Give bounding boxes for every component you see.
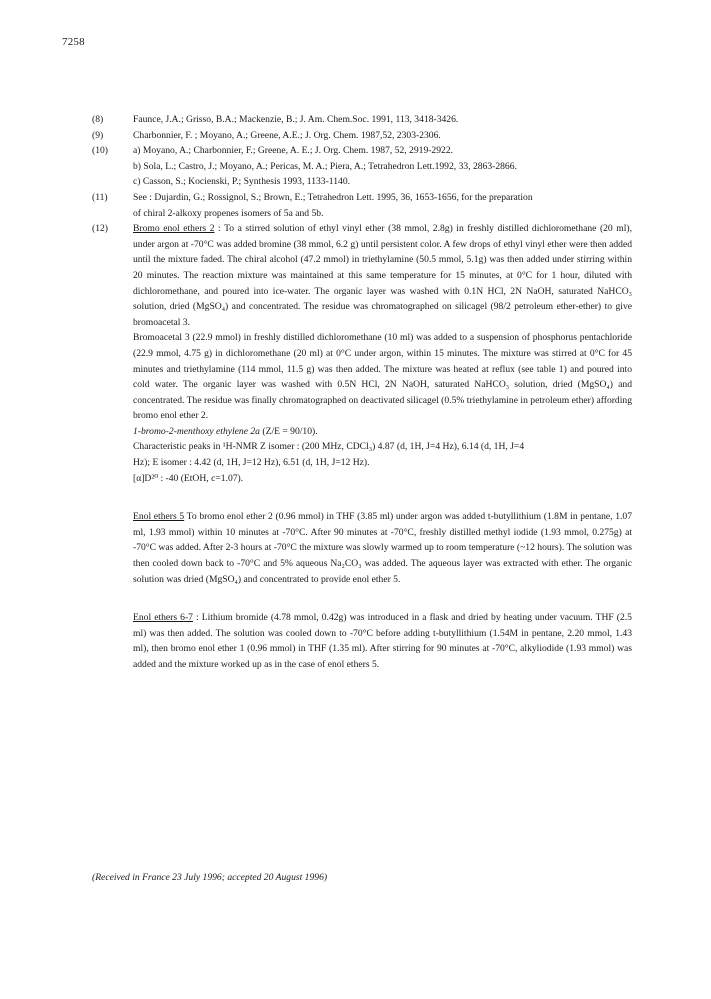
paragraph-text: To bromo enol ether 2 (0.96 mmol) in THF (3.85 ml) under argon was added t-butyllithium (1.8M in pentane, 1.07 ml, 1.93 mmol) within 10 minutes at -70°C. After 90 minutes at -70°C, freshly distilled methyl iodide (1.93 mmol, 0.275g) at -70°C was added. After 2-3 hours at -70°C the mixture was slowly warmed up to room temperature (~12 hours). The solution was then cooled down back to -70°C and 5% aqueous Na₂CO₃ was added. The aqueous layer was extracted with ether. The organic solution was dried (MgSO₄) and concentrated to provide enol ether 5. bbox=[133, 511, 632, 585]
reference-12 bbox=[92, 221, 632, 672]
enol-ethers-5-paragraph bbox=[133, 509, 632, 587]
reference-number: (11) bbox=[92, 191, 108, 203]
nmr-line: Hz); E isomer : 4.42 (d, 1H, J=12 Hz), 6.51 (d, 1H, J=12 Hz). bbox=[133, 457, 370, 469]
paragraph-text: : To a stirred solution of ethyl vinyl ether (38 mmol, 2.8g) in freshly distilled dichloromethane (20 ml), under argon at -70°C was added bromine (38 mmol, 6.2 g) until persistent color. A few drops of ethyl vinyl ether were then added until the mixture faded. The chiral alcohol (47.2 mmol) in triethylamine (50.5 mmol, 5.1g) was then added under stirring within 20 minutes. The reaction mixture was maintained at this same temperature for 15 minutes, at 0°C for 1 hour, diluted with dichloromethane, and poured into ice-water. The organic layer was washed with 0.1N HCl, 2N NaOH, saturated NaHCO₃ solution, dried (MgSO₄) and concentrated. The residue was chromatographed on silicagel (98/2 petroleum ether-ether) to give bromoacetal 3. bbox=[133, 223, 632, 328]
reference-number: (8) bbox=[92, 114, 104, 125]
compound-name: 1-bromo-2-menthoxy ethylene 2a bbox=[133, 425, 260, 437]
reference-line: a) Moyano, A.; Charbonnier, F.; Greene, A. E.; J. Org. Chem. 1987, 52, 2919-2922. bbox=[133, 145, 454, 157]
section-heading: Bromo enol ethers 2 bbox=[133, 223, 215, 235]
optical-rotation: [α]D²⁰ : -40 (EtOH, c=1.07). bbox=[133, 472, 244, 484]
reference-line: c) Casson, S.; Kocienski, P.; Synthesis 1993, 1133-1140. bbox=[133, 176, 351, 188]
reference-line: Faunce, J.A.; Grisso, B.A.; Mackenzie, B.; J. Am. Chem.Soc. 1991, 113, 3418-3426. bbox=[133, 114, 459, 125]
references-list bbox=[92, 112, 632, 673]
bromoacetal-paragraph: Bromoacetal 3 (22.9 mmol) in freshly distilled dichloromethane (10 ml) was added to a suspension of phosphorus pentachloride (22.9 mmol, 4.75 g) in dichloromethane (20 ml) at 0°C under argon, within 15 minutes. The mixture was stirred at 0°C for 45 minutes and triethylamine (114 mmol, 11.5 g) was then added. The mixture was heated at reflux (see table 1) and poured into cold water. The organic layer was washed with 0.5N HCl, 2N NaOH, saturated NaHCO₃ solution, dried (MgSO₄) and concentrated. The residue was finally chromatographed on deactivated silicagel (0.5% triethylamine in petroleum ether) affording bromo enol ether 2. bbox=[133, 332, 632, 422]
reference-line: Charbonnier, F. ; Moyano, A.; Greene, A.E.; J. Org. Chem. 1987,52, 2303-2306. bbox=[133, 129, 441, 141]
reference-number: (9) bbox=[92, 129, 104, 141]
reference-10 bbox=[92, 143, 632, 190]
bromo-enol-ethers-paragraph bbox=[133, 221, 632, 330]
section-heading: Enol ethers 5 bbox=[133, 511, 185, 523]
reference-8 bbox=[92, 112, 632, 128]
reference-line: See : Dujardin, G.; Rossignol, S.; Brown, E.; Tetrahedron Lett. 1995, 36, 1653-1656, for the preparation bbox=[133, 191, 533, 203]
section-heading: Enol ethers 6-7 bbox=[133, 612, 193, 624]
reference-number: (10) bbox=[92, 145, 108, 157]
reference-9 bbox=[92, 128, 632, 144]
paragraph-text: : Lithium bromide (4.78 mmol, 0.42g) was introduced in a flask and dried by heating under vacuum. THF (2.5 ml) was then added. The solution was cooled down to -70°C before adding t-butyllithium (1.54M in pentane, 2.20 mmol, 1.43 ml), then bromo enol ether 1 (0.96 mmol) in THF (1.35 ml). After stirring for 90 minutes at -70°C, alkyliodide (1.93 mmol) was added and the mixture worked up as in the case of enol ethers 5. bbox=[133, 612, 632, 670]
reference-number: (12) bbox=[92, 223, 108, 235]
compound-line bbox=[133, 424, 632, 440]
reference-line: b) Sola, L.; Castro, J.; Moyano, A.; Pericas, M. A.; Piera, A.; Tetrahedron Lett.1992, 33, 2863-2866. bbox=[133, 160, 517, 172]
enol-ethers-6-7-paragraph bbox=[133, 610, 632, 672]
received-dates: (Received in France 23 July 1996; accepted 20 August 1996) bbox=[92, 872, 328, 883]
reference-line: of chiral 2-alkoxy propenes isomers of 5a and 5b. bbox=[133, 207, 324, 219]
page-number: 7258 bbox=[62, 36, 85, 48]
reference-11 bbox=[92, 190, 632, 221]
compound-ratio: (Z/E = 90/10). bbox=[259, 425, 318, 437]
nmr-line: Characteristic peaks in ¹H-NMR Z isomer : (200 MHz, CDCl₃) 4.87 (d, 1H, J=4 Hz), 6.14 (d, 1H, J=4 bbox=[133, 441, 525, 453]
